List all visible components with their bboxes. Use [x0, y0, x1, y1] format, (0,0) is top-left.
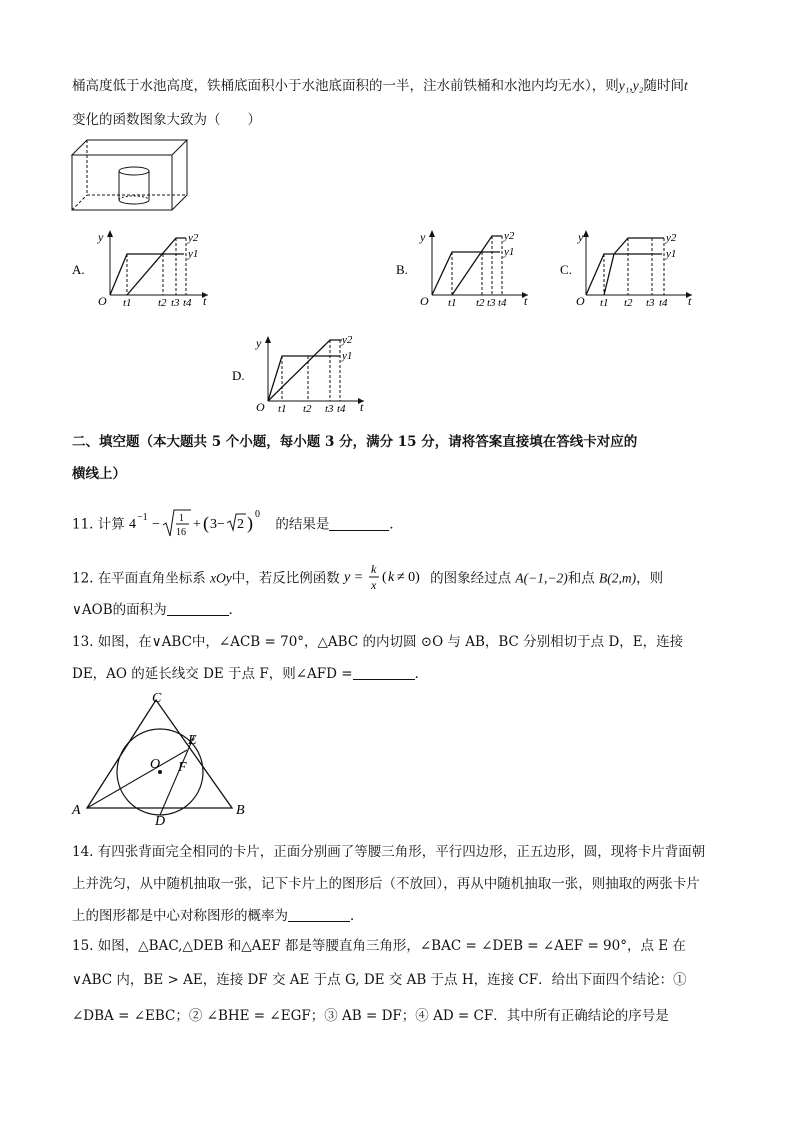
- fig-o: O: [150, 757, 161, 772]
- q15-line1: 15. 如图，△BAC,△DEB 和△AEF 都是等腰直角三角形，∠BAC = ∠DEB = ∠AEF = 90°，点 E 在: [72, 938, 686, 954]
- q13-l1c: 中，∠ACB = 70°，△ABC 的内切圆 ⊙O 与 AB，BC 分别相切于点 D，E，连接: [191, 634, 684, 650]
- q12-l1d: 的图象经过点: [430, 570, 512, 587]
- q11-expr: [129, 508, 271, 542]
- graph-d-label: D.: [232, 368, 245, 383]
- q14-line2: 上并洗匀，从中随机抽取一张，记下卡片上的图形后（不放回），再从中随机抽取一张，则抽取的两张卡片: [72, 876, 700, 892]
- graph-c-t: t: [688, 294, 692, 308]
- graph-a-t3: t3: [171, 297, 180, 309]
- graph-a-y2: y2: [188, 232, 199, 244]
- q10-t: t: [684, 78, 688, 93]
- graph-b-t2: t2: [476, 297, 485, 309]
- q13-l2a: DE，AO 的延长线交 DE 于点 F，则∠AFD =: [72, 666, 353, 682]
- svg-text:x: x: [371, 578, 377, 592]
- q10-vars: y₁,y₂: [618, 78, 644, 93]
- graph-a-label: A.: [72, 262, 85, 277]
- graph-d-y2: y2: [342, 334, 353, 346]
- q12-l1f: 和点: [567, 570, 595, 587]
- graph-c: [560, 228, 700, 308]
- graph-d: [232, 334, 372, 414]
- svg-text:3−: 3−: [210, 517, 225, 532]
- q12-l1g: B(2,m): [599, 570, 637, 586]
- fig-d: D: [155, 814, 166, 829]
- graph-b-y1: y1: [504, 246, 515, 258]
- graph-c-t2: t2: [624, 297, 633, 309]
- q13-l1a: 13. 如图，在: [72, 634, 152, 650]
- fig-c: C: [152, 691, 162, 706]
- svg-text:−: −: [152, 517, 160, 532]
- svg-text:(: (: [382, 570, 387, 585]
- svg-text:y =: y =: [344, 570, 364, 585]
- q12-line1: [72, 562, 663, 596]
- q10-line2: 变化的函数图象大致为（ ）: [72, 112, 261, 128]
- q14-l3: 上的图形都是中心对称图形的概率为: [72, 908, 288, 924]
- graph-b-t4: t4: [498, 297, 507, 309]
- q13-line2: DE，AO 的延长线交 DE 于点 F，则∠AFD = ．: [72, 666, 429, 682]
- graph-a-t1: t1: [123, 297, 132, 309]
- q14-line1: 14. 有四张背面完全相同的卡片，正面分别画了等腰三角形，平行四边形，正五边形，圆，现将卡片背面朝: [72, 844, 706, 860]
- pool-figure: [72, 140, 190, 212]
- q14-answer-blank[interactable]: [288, 907, 350, 922]
- graph-a: [72, 228, 212, 308]
- graph-a-y1: y1: [188, 248, 199, 260]
- section2-line1: 二、填空题（本大题共 5 个小题，每小题 3 分，满分 15 分，请将答案直接填在答线卡对应的: [72, 434, 638, 450]
- graph-b-y: y: [420, 230, 426, 244]
- q10-line1b: 随时间: [643, 78, 684, 94]
- graph-c-y1: y1: [666, 248, 677, 260]
- q13-figure: [70, 686, 260, 829]
- graph-a-t: t: [203, 294, 207, 308]
- q10-line1: [72, 74, 688, 94]
- q11-prefix: 11. 计算: [72, 516, 125, 533]
- q12-formula: [344, 562, 430, 596]
- q11-suffix: 的结果是: [275, 516, 330, 533]
- graph-b-t3: t3: [487, 297, 496, 309]
- graph-a-t2: t2: [158, 297, 167, 309]
- svg-text:−1: −1: [137, 512, 148, 523]
- section2-line2: 横线上）: [72, 466, 126, 482]
- svg-text:): ): [247, 513, 254, 533]
- svg-text:1: 1: [179, 513, 185, 524]
- q12-l1e: A(−1,−2): [515, 570, 568, 586]
- graph-b-t1: t1: [448, 297, 457, 309]
- fig-e: E: [188, 733, 197, 748]
- svg-text:k: k: [388, 570, 395, 585]
- svg-text:16: 16: [176, 527, 187, 538]
- svg-text:≠ 0): ≠ 0): [397, 570, 420, 585]
- q15-line3: ∠DBA = ∠EBC；② ∠BHE = ∠EGF；③ AB = DF；④ AD = CF．其中所有正确结论的序号是: [72, 1008, 669, 1024]
- svg-text:+: +: [193, 517, 201, 532]
- fig-f: F: [178, 760, 187, 775]
- svg-text:4: 4: [129, 517, 137, 532]
- svg-text:2: 2: [237, 517, 245, 532]
- graph-c-t3: t3: [646, 297, 655, 309]
- graph-c-o: O: [576, 294, 585, 308]
- q10-line1-text: 桶高度低于水池高度，铁桶底面积小于水池底面积的一半，注水前铁桶和水池内均无水），则: [72, 78, 619, 94]
- q14-line3: 上的图形都是中心对称图形的概率为 ．: [72, 908, 364, 924]
- fig-a: A: [72, 803, 81, 818]
- graph-d-t: t: [360, 400, 364, 414]
- q12-l1a: 12. 在平面直角坐标系: [72, 570, 206, 587]
- graph-d-y: y: [256, 336, 262, 350]
- graph-d-t2: t2: [303, 403, 312, 415]
- graph-c-t4: t4: [659, 297, 668, 309]
- graph-b-t: t: [524, 294, 528, 308]
- graph-c-t1: t1: [600, 297, 609, 309]
- q12-answer-blank[interactable]: [167, 601, 229, 616]
- graph-c-y: y: [578, 230, 584, 244]
- q12-l2a: ∨AOB: [72, 602, 113, 618]
- graph-c-label: C.: [560, 262, 572, 277]
- graph-b-o: O: [420, 294, 429, 308]
- graph-a-y: y: [98, 230, 104, 244]
- graph-d-t3: t3: [325, 403, 334, 415]
- graph-b-label: B.: [396, 262, 408, 277]
- q13-line1: [72, 630, 683, 650]
- graph-b: [396, 228, 536, 308]
- svg-text:(: (: [203, 513, 210, 533]
- svg-text:k: k: [371, 562, 377, 576]
- q13-l1b: ∨ABC: [151, 634, 192, 650]
- q13-answer-blank[interactable]: [353, 665, 415, 680]
- graph-d-o: O: [256, 400, 265, 414]
- graph-c-y2: y2: [666, 232, 677, 244]
- q11-formula: [129, 508, 271, 538]
- graph-d-t4: t4: [337, 403, 346, 415]
- graph-d-t1: t1: [278, 403, 287, 415]
- q12-line2: ∨AOB的面积为 ．: [72, 602, 243, 618]
- graph-a-o: O: [98, 294, 107, 308]
- q12-l1c: 中，若反比例函数: [231, 570, 340, 587]
- q11-answer-blank[interactable]: [329, 516, 389, 531]
- q12-l2b: 的面积为: [112, 602, 167, 618]
- q15-line2: ∨ABC 内，BE > AE，连接 DF 交 AE 于点 G, DE 交 AB 于点 H，连接 CF．给出下面四个结论：①: [72, 972, 687, 988]
- graph-d-y1: y1: [342, 350, 353, 362]
- q12-l1b: xOy: [210, 570, 232, 586]
- fig-b: B: [236, 803, 245, 818]
- q12-l1h: ，则: [636, 570, 664, 587]
- graph-a-t4: t4: [183, 297, 192, 309]
- svg-text:0: 0: [255, 509, 261, 520]
- q11: 11. 计算 4 −1 − 1 16 + ( 3− 2 ) 0 的结果是 ．: [72, 508, 403, 542]
- graph-b-y2: y2: [504, 230, 515, 242]
- q12-fraction: [344, 562, 430, 592]
